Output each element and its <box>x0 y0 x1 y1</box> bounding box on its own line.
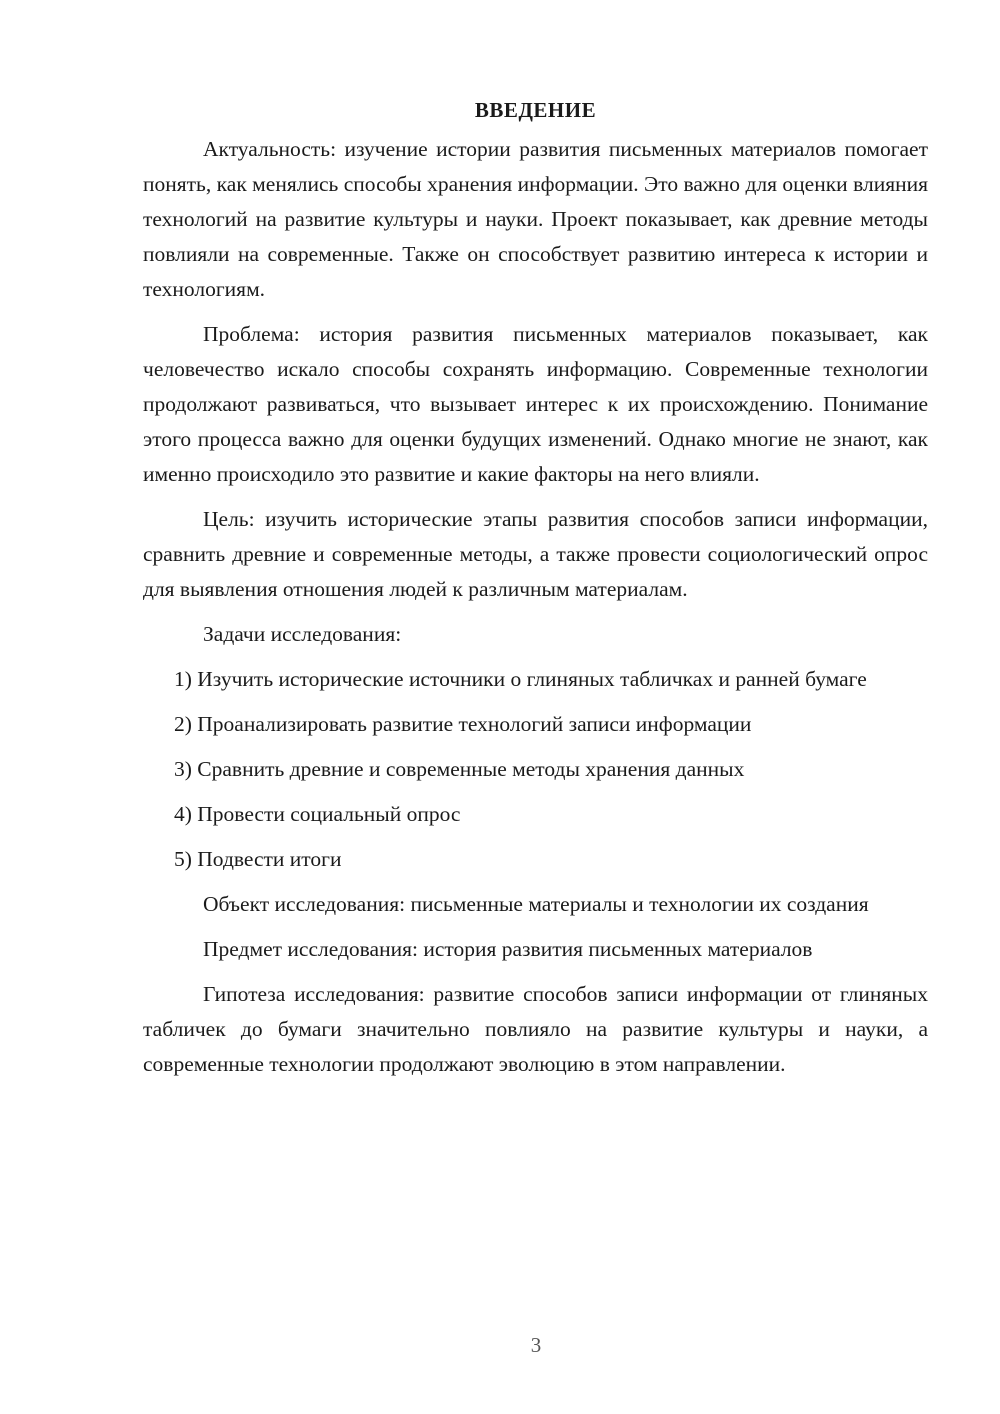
tasks-list <box>143 662 928 877</box>
list-item: 4) Провести социальный опрос <box>174 802 461 826</box>
list-item: 3) Сравнить древние и современные методы хранения данных <box>174 757 745 781</box>
tasks-heading: Задачи исследования: <box>203 622 402 646</box>
list-item: 2) Проанализировать развитие технологий записи информации <box>174 712 752 736</box>
paragraph-object: Объект исследования: письменные материалы и технологии их создания <box>203 892 869 916</box>
page-number: 3 <box>530 1333 542 1357</box>
list-item: 1) Изучить исторические источники о глиняных табличках и ранней бумаге <box>174 667 867 691</box>
document-page <box>143 92 928 1092</box>
paragraph-relevance: Актуальность: изучение истории развития письменных материалов помогает понять, как менялись способы хранения информации. Это важно для оценки влияния технологий на развитие культуры и науки. Проект показывает, как древние методы повлияли на современные. Также он способствует развитию интереса к истории и технологиям. <box>143 137 928 301</box>
paragraph-subject: Предмет исследования: история развития письменных материалов <box>203 937 813 961</box>
paragraph-goal: Цель: изучить исторические этапы развития способов записи информации, сравнить древние и современные методы, а также провести социологический опрос для выявления отношения людей к различным материалам. <box>143 507 928 601</box>
paragraph-hypothesis: Гипотеза исследования: развитие способов записи информации от глиняных табличек до бумаги значительно повлияло на развитие культуры и науки, а современные технологии продолжают эволюцию в этом направлении. <box>143 982 928 1076</box>
list-item: 5) Подвести итоги <box>174 847 342 871</box>
section-title: ВВЕДЕНИЕ <box>474 98 597 122</box>
paragraph-problem: Проблема: история развития письменных материалов показывает, как человечество искало способы сохранять информацию. Современные технологии продолжают развиваться, что вызывает интерес к их происхождению. Понимание этого процесса важно для оценки будущих изменений. Однако многие не знают, как именно происходило это развитие и какие факторы на него влияли. <box>143 322 928 486</box>
